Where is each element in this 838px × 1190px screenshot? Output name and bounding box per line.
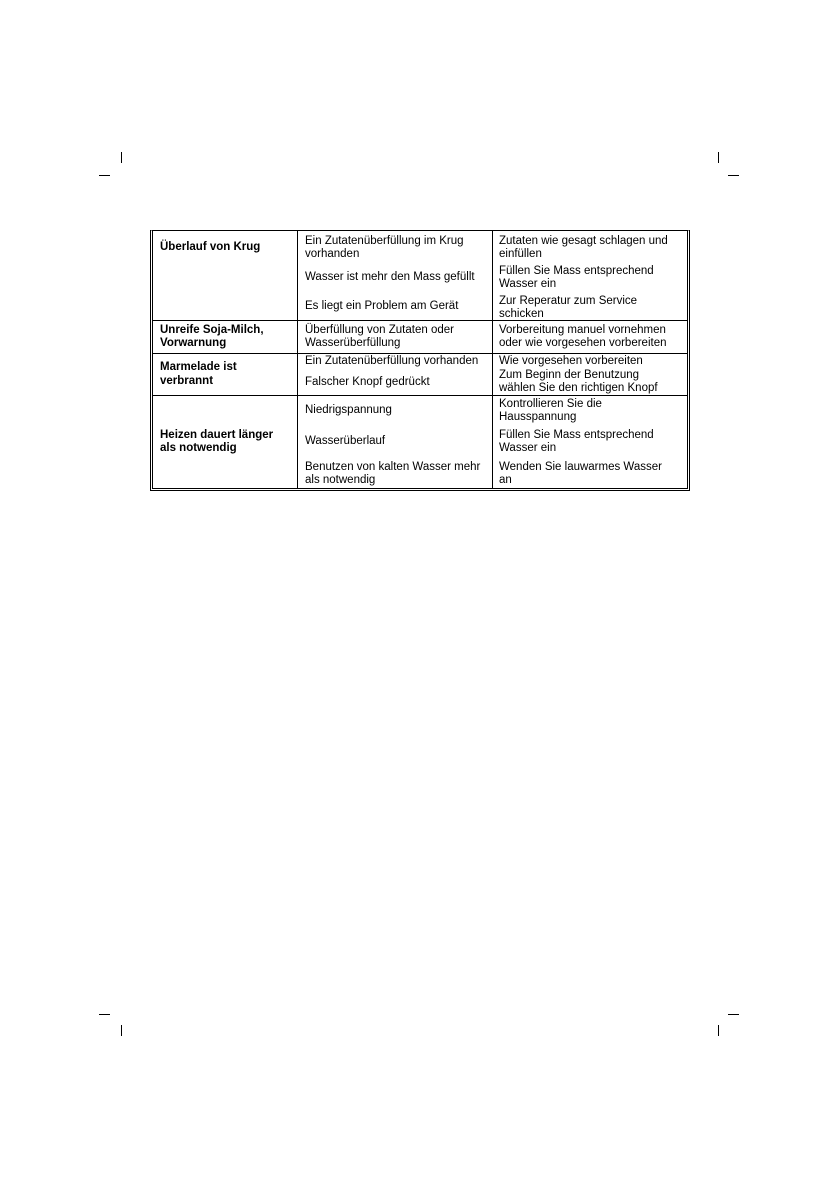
table-row xyxy=(153,320,687,354)
crop-mark xyxy=(718,152,719,163)
solution-cell: schicken xyxy=(499,308,544,320)
cause-cell: Wasserüberfüllung xyxy=(305,337,401,349)
cause-cell: als notwendig xyxy=(305,474,376,486)
crop-mark xyxy=(728,1014,739,1015)
cause-cell: Überfüllung von Zutaten oder xyxy=(305,324,454,336)
solution-cell: einfüllen xyxy=(499,248,542,260)
solution-cell: oder wie vorgesehen vorbereiten xyxy=(499,337,667,349)
solution-cell: Wie vorgesehen vorbereiten xyxy=(499,355,643,367)
solution-cell: Wasser ein xyxy=(499,278,557,290)
solution-cell: Füllen Sie Mass entsprechend xyxy=(499,429,654,441)
cause-cell: Falscher Knopf gedrückt xyxy=(305,376,430,388)
problem-cell: als notwendig xyxy=(160,442,237,454)
solution-cell: an xyxy=(499,474,512,486)
problem-cell: Heizen dauert länger xyxy=(160,429,274,441)
solution-cell: wählen Sie den richtigen Knopf xyxy=(499,382,658,394)
table-row xyxy=(153,231,687,320)
troubleshooting-table xyxy=(150,230,690,491)
problem-cell: Unreife Soja-Milch, xyxy=(160,324,264,336)
cause-cell: Es liegt ein Problem am Gerät xyxy=(305,300,459,312)
cause-cell: Niedrigspannung xyxy=(305,404,392,416)
problem-cell: Marmelade ist xyxy=(160,361,237,373)
cause-cell: Benutzen von kalten Wasser mehr xyxy=(305,461,481,473)
solution-cell: Zum Beginn der Benutzung xyxy=(499,369,640,381)
solution-cell: Wasser ein xyxy=(499,442,557,454)
table-row xyxy=(153,395,687,490)
problem-cell: Überlauf von Krug xyxy=(160,241,261,253)
crop-mark xyxy=(718,1025,719,1036)
solution-cell: Füllen Sie Mass entsprechend xyxy=(499,265,654,277)
cause-cell: Ein Zutatenüberfüllung vorhanden xyxy=(305,355,479,367)
crop-mark xyxy=(99,175,110,176)
problem-cell: Vorwarnung xyxy=(160,337,227,349)
solution-cell: Wenden Sie lauwarmes Wasser xyxy=(499,461,662,473)
solution-cell: Hausspannung xyxy=(499,411,577,423)
cause-cell: Wasser ist mehr den Mass gefüllt xyxy=(305,271,475,283)
table-row xyxy=(153,353,687,396)
problem-cell: verbrannt xyxy=(160,375,214,387)
crop-mark xyxy=(121,1025,122,1036)
crop-mark xyxy=(121,152,122,163)
cause-cell: Wasserüberlauf xyxy=(305,435,386,447)
solution-cell: Kontrollieren Sie die xyxy=(499,398,602,410)
solution-cell: Zutaten wie gesagt schlagen und xyxy=(499,235,668,247)
solution-cell: Zur Reperatur zum Service xyxy=(499,295,638,307)
cause-cell: Ein Zutatenüberfüllung im Krug xyxy=(305,235,464,247)
cause-cell: vorhanden xyxy=(305,248,360,260)
solution-cell: Vorbereitung manuel vornehmen xyxy=(499,324,666,336)
crop-mark xyxy=(99,1014,110,1015)
crop-mark xyxy=(728,175,739,176)
